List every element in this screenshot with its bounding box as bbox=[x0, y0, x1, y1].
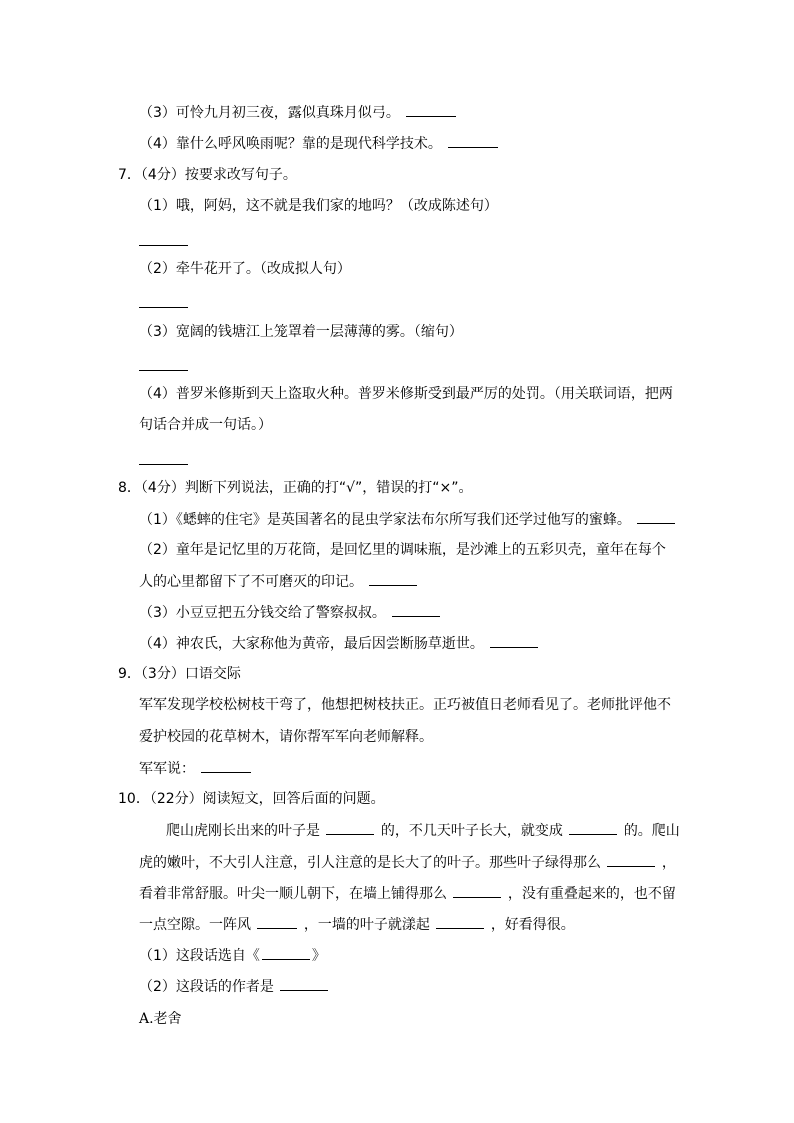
answer-blank[interactable] bbox=[436, 914, 484, 929]
q7-item-4-line-1: （4）普罗米修斯到天上盗取火种。普罗米修斯受到最严厉的处罚。（用关联词语，把两 bbox=[139, 386, 673, 402]
answer-blank[interactable] bbox=[392, 602, 440, 617]
answer-blank[interactable] bbox=[257, 914, 297, 929]
q10-passage-line-4: 一点空隙。一阵风 ，一墙的叶子就漾起 ，好看得很。 bbox=[139, 914, 575, 934]
q7-item-4-line-2: 句话合并成一句话。） bbox=[139, 417, 272, 433]
q9-header: 9．（3分）口语交际 bbox=[118, 666, 241, 682]
q10-passage-line-3: 看着非常舒服。叶尖一顺儿朝下，在墙上铺得那么 ，没有重叠起来的，也不留 bbox=[139, 883, 676, 903]
answer-blank[interactable] bbox=[201, 758, 251, 773]
q8-header: 8．（4分）判断下列说法，正确的打“√”，错误的打“×”。 bbox=[118, 480, 473, 496]
q9-paragraph-line-1: 军军发现学校松树枝干弯了，他想把树枝扶正。正巧被值日老师看见了。老师批评他不 bbox=[139, 697, 671, 713]
answer-blank[interactable] bbox=[490, 633, 538, 648]
q8-item-3: （3）小豆豆把五分钱交给了警察叔叔。 bbox=[139, 602, 442, 622]
answer-blank[interactable] bbox=[139, 307, 188, 308]
answer-blank[interactable] bbox=[369, 571, 417, 586]
answer-blank[interactable] bbox=[448, 133, 498, 148]
q8-item-2-line-2: 人的心里都留下了不可磨灭的印记。 bbox=[139, 571, 419, 591]
answer-blank[interactable] bbox=[607, 852, 655, 867]
q7-item-3: （3）宽阔的钱塘江上笼罩着一层薄薄的雾。（缩句） bbox=[139, 324, 463, 340]
q10-passage-line-2: 虎的嫩叶，不大引人注意，引人注意的是长大了的叶子。那些叶子绿得那么 ， bbox=[139, 852, 676, 872]
q8-item-2-line-1: （2）童年是记忆里的万花筒，是回忆里的调味瓶，是沙滩上的五彩贝壳，童年在每个 bbox=[139, 542, 666, 558]
answer-blank[interactable] bbox=[406, 102, 456, 117]
q8-item-4: （4）神农氏，大家称他为黄帝，最后因尝断肠草逝世。 bbox=[139, 633, 540, 653]
q6-item-3: （3）可怜九月初三夜，露似真珠月似弓。 bbox=[139, 102, 458, 122]
q10-option-a[interactable]: A.老舍 bbox=[139, 1011, 182, 1027]
q10-passage-line-1: 爬山虎刚长出来的叶子是 的，不几天叶子长大，就变成 的。爬山 bbox=[166, 820, 680, 840]
q7-item-1: （1）哦，阿妈，这不就是我们家的地吗？（改成陈述句） bbox=[139, 198, 498, 214]
answer-blank[interactable] bbox=[326, 820, 374, 835]
answer-blank[interactable] bbox=[139, 245, 188, 246]
q8-item-1: （1）《蟋蟀的住宅》是英国著名的昆虫学家法布尔所写我们还学过他写的蜜蜂。 bbox=[139, 509, 677, 529]
answer-blank[interactable] bbox=[569, 820, 617, 835]
q10-sub-question-2: （2）这段话的作者是 bbox=[139, 976, 330, 996]
q10-sub-question-1: （1）这段话选自《 》 bbox=[139, 945, 326, 965]
answer-blank[interactable] bbox=[262, 945, 310, 960]
q7-header: 7．（4分）按要求改写句子。 bbox=[118, 167, 297, 183]
answer-blank[interactable] bbox=[453, 883, 501, 898]
q9-answer: 军军说： bbox=[139, 758, 253, 778]
q6-item-4: （4）靠什么呼风唤雨呢？靠的是现代科学技术。 bbox=[139, 133, 500, 153]
q10-header: 10．（22分）阅读短文，回答后面的问题。 bbox=[118, 791, 385, 807]
answer-blank[interactable] bbox=[139, 464, 188, 465]
q7-item-2: （2）牵牛花开了。（改成拟人句） bbox=[139, 261, 351, 277]
answer-blank[interactable] bbox=[637, 509, 675, 524]
q9-paragraph-line-2: 爱护校园的花草树木，请你帮军军向老师解释。 bbox=[139, 729, 433, 745]
answer-blank[interactable] bbox=[280, 976, 328, 991]
answer-blank[interactable] bbox=[139, 370, 188, 371]
